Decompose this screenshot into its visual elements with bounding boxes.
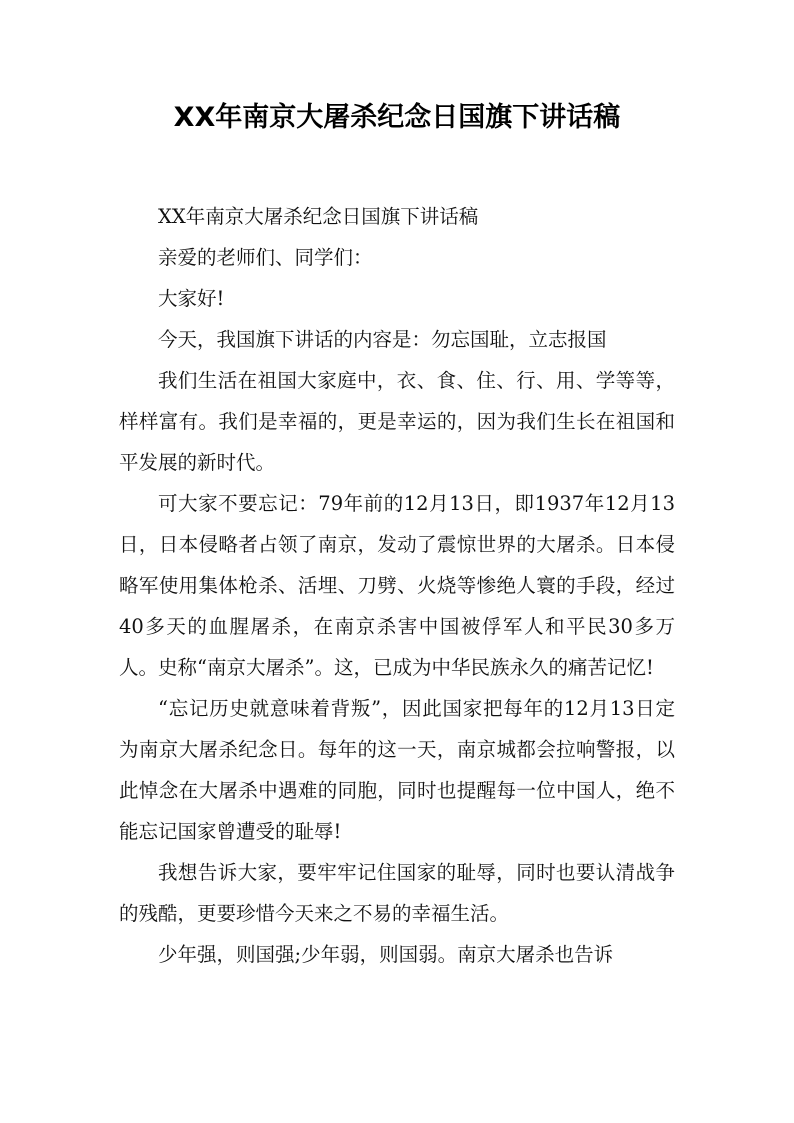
- paragraph-salutation: 亲爱的老师们、同学们：: [158, 246, 373, 269]
- paragraph-greeting: 大家好!: [158, 287, 225, 310]
- paragraph-memorial-day: “忘记历史就意味着背叛”，因此国家把每年的12月13日定为南京大屠杀纪念日。每年的这一天，南京城都会拉响警报，以此悼念在大屠杀中遇难的同胞，同时也提醒每一位中国人，绝不能忘记国家曾遭受的耻辱!: [119, 697, 675, 843]
- paragraph-heading-repeat: XX年南京大屠杀纪念日国旗下讲话稿: [158, 205, 479, 228]
- paragraph-history: 可大家不要忘记：79年前的12月13日，即1937年12月13日，日本侵略者占领了南京，发动了震惊世界的大屠杀。日本侵略军使用集体枪杀、活埋、刀劈、火烧等惨绝人寰的手段，经过40多天的血腥屠杀，在南京杀害中国被俘军人和平民30多万人。史称“南京大屠杀”。这，已成为中华民族永久的痛苦记忆!: [119, 492, 675, 679]
- paragraph-topic: 今天，我国旗下讲话的内容是：勿忘国耻，立志报国: [158, 328, 607, 351]
- paragraph-remember: 我想告诉大家，要牢牢记住国家的耻辱，同时也要认清战争的残酷，更要珍惜今天来之不易的幸福生活。: [119, 861, 675, 925]
- document-body: [119, 196, 675, 975]
- paragraph-youth: 少年强，则国强;少年弱，则国弱。南京大屠杀也告诉: [158, 943, 614, 966]
- paragraph-happy-life: 我们生活在祖国大家庭中，衣、食、住、行、用、学等等，样样富有。我们是幸福的，更是幸运的，因为我们生长在祖国和平发展的新时代。: [119, 369, 675, 474]
- document-title: XX年南京大屠杀纪念日国旗下讲话稿: [173, 102, 621, 133]
